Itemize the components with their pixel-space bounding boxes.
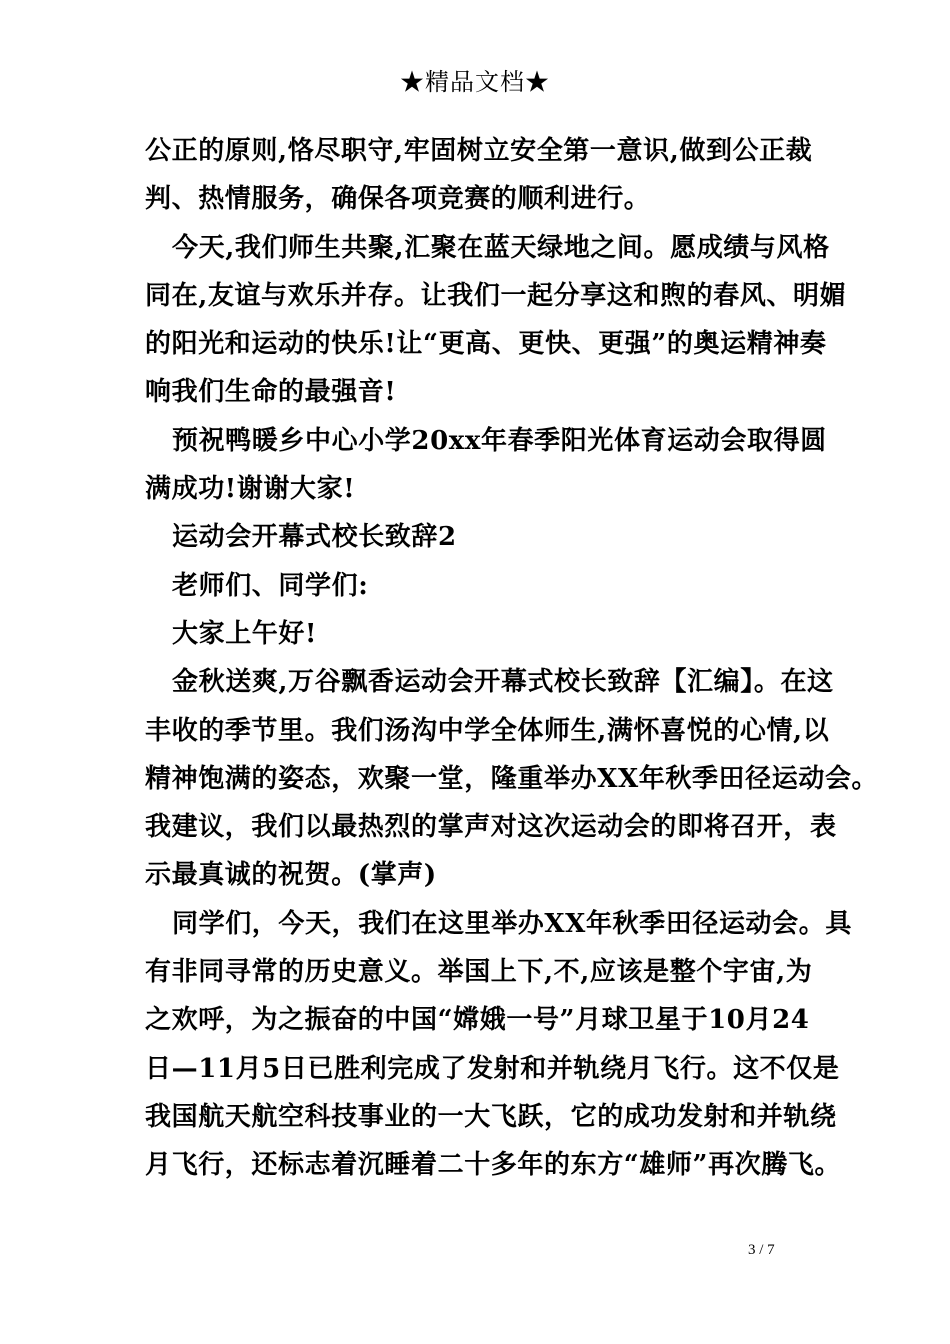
text-line: 预祝鸭暖乡中心小学20xx年春季阳光体育运动会取得圆 [172, 425, 827, 456]
text-line: 的阳光和运动的快乐!让“更高、更快、更强”的奥运精神奏 [145, 329, 827, 360]
text-line: 丰收的季节里。我们汤沟中学全体师生,满怀喜悦的心情,以 [145, 715, 830, 746]
greeting: 大家上午好! [172, 618, 318, 649]
section-heading: 运动会开幕式校长致辞2 [172, 522, 457, 553]
text-line: 之欢呼，为之振奋的中国“嫦娥一号”月球卫星于10月24 [145, 1005, 810, 1036]
salutation: 老师们、同学们: [172, 570, 369, 601]
page-number: 3 / 7 [748, 1242, 775, 1258]
text-line: 判、热情服务，确保各项竞赛的顺利进行。 [145, 184, 651, 215]
text-line: 今天,我们师生共聚,汇聚在蓝天绿地之间。愿成绩与风格 [172, 232, 830, 263]
text-line: 我国航天航空科技事业的一大飞跃，它的成功发射和并轨绕 [145, 1101, 837, 1132]
text-line: 同学们，今天，我们在这里举办XX年秋季田径运动会。具 [172, 908, 852, 939]
text-line: 精神饱满的姿态，欢聚一堂，隆重举办XX年秋季田径运动会。 [145, 763, 879, 794]
text-line: 月飞行，还标志着沉睡着二十多年的东方“雄师”再次腾飞。 [145, 1150, 842, 1181]
document-header: ★精品文档★ [400, 68, 550, 96]
text-line: 同在,友谊与欢乐并存。让我们一起分享这和煦的春风、明媚 [145, 280, 847, 311]
text-line: 金秋送爽,万谷飘香运动会开幕式校长致辞【汇编】。在这 [172, 667, 834, 698]
text-line: 有非同寻常的历史意义。举国上下,不,应该是整个宇宙,为 [145, 957, 813, 988]
text-line: 响我们生命的最强音! [145, 377, 397, 408]
text-line: 示最真诚的祝贺。(掌声) [145, 860, 437, 891]
text-line: 我建议，我们以最热烈的掌声对这次运动会的即将召开，表 [145, 812, 837, 843]
text-line: 满成功!谢谢大家! [145, 474, 356, 505]
text-line: 日—11月5日已胜利完成了发射和并轨绕月飞行。这不仅是 [145, 1053, 840, 1084]
text-line: 公正的原则,恪尽职守,牢固树立安全第一意识,做到公正裁 [145, 136, 813, 166]
document-body [145, 127, 879, 1190]
